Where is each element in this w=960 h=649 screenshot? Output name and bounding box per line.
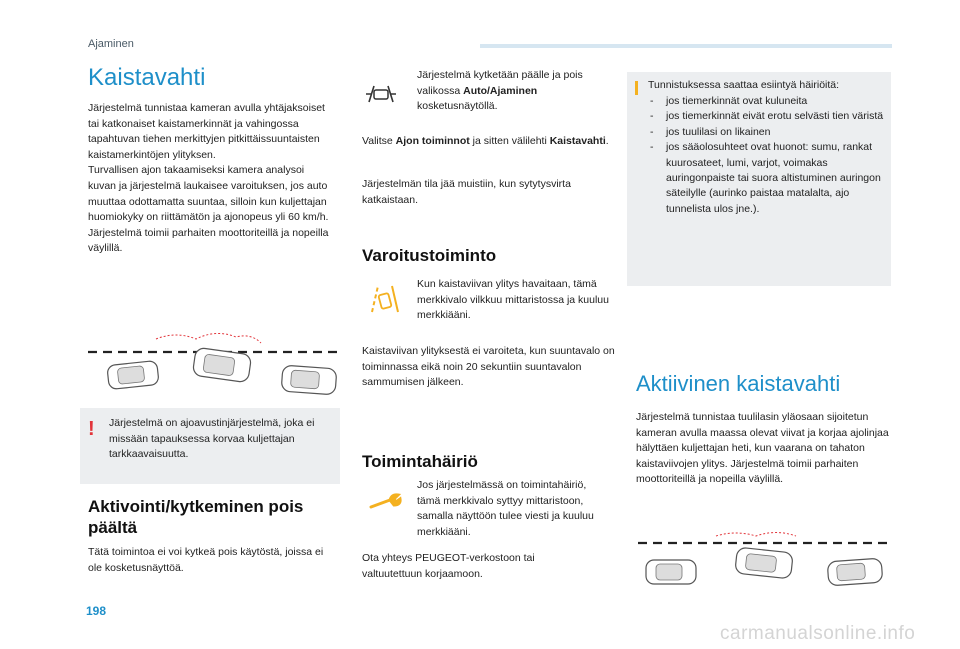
header-bar xyxy=(480,44,892,48)
car-icon-right xyxy=(281,365,337,395)
select-mid: ja sitten välilehti xyxy=(472,135,547,147)
activation-heading: Aktivointi/kytkeminen pois päältä xyxy=(88,497,304,537)
intro-paragraph-1: Järjestelmä tunnistaa kameran avulla yhtäjaksoiset tai katkonaiset kaistamerkinnät ja vahingossa tapahtuvan tiehen merkittyjen pitkittäissuuntaisten kaistamerkintöjen ylityksen. xyxy=(88,102,325,161)
memory-text: Järjestelmän tila jää muistiin, kun sytytysvirta katkaistaan. xyxy=(362,178,571,206)
list-item: - jos tuulilasi on likainen xyxy=(648,125,884,140)
warning-text: Järjestelmä on ajoavustinjärjestelmä, joka ei missään tapauksessa korvaa kuljettajan tarkkaavaisuutta. xyxy=(109,417,315,461)
fault-text: Jos järjestelmässä on toimintahäiriö, tämä merkkivalo syttyy mittaristoon, samalla näyttöön tulee viesti ja kuuluu merkkiääni. xyxy=(417,479,594,538)
switch-suffix: kosketusnäytöllä. xyxy=(417,100,498,113)
page-number: 198 xyxy=(86,604,107,618)
select-prefix: Valitse xyxy=(362,135,393,147)
select-text xyxy=(362,134,612,150)
lane-keep-icon xyxy=(364,82,398,104)
contact-text: Ota yhteys PEUGEOT-verkostoon tai valtuutettuun korjaamoon. xyxy=(362,552,535,580)
car-icon-middle xyxy=(735,547,793,579)
list-item: - jos tiemerkinnät eivät erotu selvästi tien väristä xyxy=(648,109,884,124)
info-intro: Tunnistuksessa saattaa esiintyä häiriöitä: xyxy=(648,79,840,91)
intro-paragraph-2: Turvallisen ajon takaamiseksi kamera analysoi kuvan ja järjestelmä laukaisee varoituksen, jos auto muuttaa odottamatta suuntaa, silloin kun kuljettajan huomiokyky on riittämätön ja ajonopeus yli 60 km/h. xyxy=(88,164,329,224)
lane-warning-indicator-icon xyxy=(368,282,402,316)
list-item: - jos tiemerkinnät ovat kuluneita xyxy=(648,94,884,109)
tab-kaistavahti: Kaistavahti xyxy=(549,135,606,147)
lane-departure-illustration xyxy=(86,325,340,400)
switch-on-text xyxy=(417,68,592,115)
warning-function-heading: Varoitustoiminto xyxy=(362,246,497,265)
warning-box xyxy=(80,408,340,484)
switch-prefix: Järjestelmä kytketään päälle ja pois valikossa xyxy=(417,69,583,97)
activation-text: Tätä toimintoa ei voi kytkeä pois käytöstä, joissa ei ole kosketusnäyttöä. xyxy=(88,546,324,574)
info-box xyxy=(627,72,891,286)
fault-heading: Toimintahäiriö xyxy=(362,452,478,471)
watermark: carmanualsonline.info xyxy=(720,623,916,644)
car-icon-right xyxy=(827,558,883,586)
active-lane-title: Aktiivinen kaistavahti xyxy=(636,371,841,396)
interference-list xyxy=(648,94,884,217)
section-tag: Ajaminen xyxy=(88,38,134,50)
menu-ajon-toiminnot: Ajon toiminnot xyxy=(395,135,470,147)
active-lane-illustration xyxy=(636,530,890,592)
select-end: . xyxy=(605,135,609,147)
info-icon xyxy=(635,81,638,95)
menu-auto-ajaminen: Auto/Ajaminen xyxy=(463,84,538,97)
wrench-icon xyxy=(368,492,402,512)
exclamation-icon: ! xyxy=(88,418,95,440)
list-item: - jos sääolosuhteet ovat huonot: sumu, rankat kuurosateet, lumi, varjot, voimakas auringonpaiste tai suora altistuminen auringon säteilylle (aurinko paistaa matalalta, ajo tunnelista ulos jne.). xyxy=(648,140,884,217)
active-lane-text: Järjestelmä tunnistaa tuulilasin yläosaan sijoitetun kameran avulla maassa olevat viivat ja korjaa ajolinjaa hälyttäen kuljettajan heti, kun vaarana on tahaton kaistaviivojen ylitys. Järjestelmä toimii parhaiten moottoriteillä ja nopeilla väylillä. xyxy=(636,411,889,486)
car-icon-left xyxy=(646,560,696,584)
page-title: Kaistavahti xyxy=(88,64,206,91)
warning-indicator-text: Kun kaistaviivan ylitys havaitaan, tämä merkkivalo vilkkuu mittaristossa ja kuuluu merkkiääni. xyxy=(417,278,609,322)
intro-paragraph-3: Järjestelmä toimii parhaiten moottoriteillä ja nopeilla väylillä. xyxy=(88,226,329,255)
no-warning-text: Kaistaviivan ylityksestä ei varoiteta, kun suuntavalo on toiminnassa eikä noin 20 sekuntiin suuntavalon sammumisen jälkeen. xyxy=(362,345,615,389)
car-icon-left xyxy=(107,360,159,389)
intro-text xyxy=(88,101,333,257)
